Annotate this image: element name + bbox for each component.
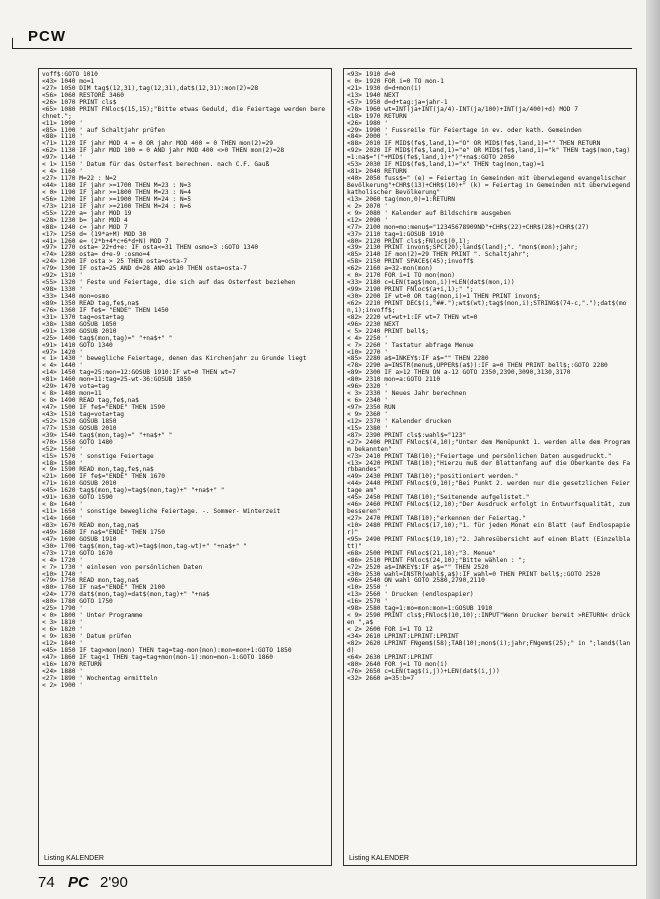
code-line: <12> 1840 ' bbox=[42, 639, 83, 647]
code-line: <27> 2400 PRINT FNloc$(4,10);"Unter dem Menüpunkt 1. werden alle dem Programm bekannten" bbox=[347, 438, 631, 453]
code-line: <10> 2480 PRINT FNloc$(17,10);"1. für jeden Monat ein Blatt (auf Endlospapier)" bbox=[347, 521, 631, 536]
code-line: <30> 2200 IF wt=0 OR tag(mon,i)=1 THEN PRINT invon$; bbox=[347, 293, 541, 300]
code-line: <91> 1390 GOSUB 2010 bbox=[42, 327, 117, 335]
code-line: <97> 2350 RUN bbox=[347, 404, 396, 411]
code-line: <80> 2120 PRINT cls$;FNloc$(0,1); bbox=[347, 237, 470, 245]
code-line: <88> 1110 ' bbox=[42, 133, 83, 141]
code-line: <96> 2230 NEXT bbox=[347, 320, 400, 328]
page-footer bbox=[38, 874, 238, 894]
section-title: PCW bbox=[28, 28, 66, 45]
code-line: <58> 2150 PRINT SPACE$(45);invoff$ bbox=[347, 258, 474, 266]
code-line: <44> 1180 IF jahr >=1700 THEN M=23 : N=3 bbox=[42, 182, 192, 189]
code-line: <18> 1580 ' bbox=[42, 459, 83, 467]
listing-panel-left bbox=[38, 68, 332, 866]
code-line: <13> 2560 ' Drucken (endlospapier) bbox=[347, 591, 474, 599]
code-line: <18> 1970 RETURN bbox=[347, 112, 407, 120]
code-line: <62> 2160 a=32-mon(mon) bbox=[347, 265, 433, 273]
code-line: <52> 1560 ' bbox=[42, 445, 83, 453]
code-line: <45> 2450 PRINT TAB(10);"Seitenende aufgelistet." bbox=[347, 494, 530, 502]
code-line: <45> 1620 tag$(mon,tag)=tag$(mon,tag)+" "+na$+" " bbox=[42, 487, 225, 495]
listing-caption-right: Listing KALENDER bbox=[349, 855, 409, 862]
code-line: <24> 1290 IF osta > 25 THEN osta=osta-7 bbox=[42, 258, 188, 266]
code-line: <91> 1410 GOTO 1340 bbox=[42, 341, 113, 349]
code-line: < 9> 1590 READ mon,tag,fe$,na$ bbox=[42, 466, 154, 474]
page-header bbox=[0, 0, 660, 52]
header-rule-corner bbox=[12, 38, 13, 48]
code-line: < 0> 1920 FOR i=0 TO mon-1 bbox=[347, 77, 444, 85]
code-line: <72> 2520 a$=INKEY$:IF a$="" THEN 2520 bbox=[347, 563, 489, 571]
code-line: <86> 2510 PRINT FNloc$(24,10);"Bitte wählen : "; bbox=[347, 556, 526, 564]
code-line: <84> 2000 ' bbox=[347, 133, 388, 141]
code-line: <91> 1630 GOTO 1590 bbox=[42, 494, 113, 502]
code-line: <81> 2040 RETURN bbox=[347, 168, 407, 176]
code-line: < 4> 1720 ' bbox=[42, 556, 83, 564]
code-line: <88> 1240 c= jahr MOD 7 bbox=[42, 223, 128, 231]
code-line: <89> 2300 IF a>12 THEN ON a-12 GOTO 2350,2390,3090,3130,3170 bbox=[347, 369, 571, 377]
code-line: <55> 1220 a= jahr MOD 19 bbox=[42, 209, 132, 217]
code-line: <81> 1460 mon=11:tag=25-wt-36:GOSUB 1850 bbox=[42, 376, 192, 384]
code-line: <62> 1130 IF jahr MOD 100 = 0 AND jahr MOD 400 <>0 THEN mon(2)=28 bbox=[42, 147, 285, 155]
page-number: 74 bbox=[38, 874, 55, 891]
code-line: <40> 2050 fuss$=" (e) = Feiertag in Gemeinden mit überwiegend evangelischer Bevölkerung"+CHR$(13)+CHR$(10)+" (k) = Feiertag in Gemeinden mit überwiegend katholischer Bevölkerung" bbox=[347, 175, 634, 196]
code-line: <45> 1850 IF tag>mon(mon) THEN tag=tag-mon(mon):mon=mon+1:GOTO 1850 bbox=[42, 646, 292, 654]
magazine-logo: PC bbox=[68, 874, 89, 891]
code-line: <10> 1740 ' bbox=[42, 570, 83, 578]
code-line: <47> 1500 IF fe$="ENDE" THEN 1590 bbox=[42, 404, 165, 411]
code-line: < 3> 1810 ' bbox=[42, 619, 83, 627]
code-line: <38> 1380 GOSUB 1850 bbox=[42, 320, 117, 328]
code-line: <44> 2440 PRINT FNloc$(9,10);"Bei Punkt 2. werden nur die gesetzlichen Feiertage am" bbox=[347, 480, 631, 495]
issue-label: 2'90 bbox=[100, 874, 128, 891]
code-line: <15> 2380 ' bbox=[347, 424, 388, 432]
code-line: <39> 2130 PRINT invon$;SPC(20);land$(land);". "mon$(mon);jahr; bbox=[347, 244, 578, 252]
code-line: <25> 1790 ' bbox=[42, 605, 83, 613]
code-line: <76> 1360 IF fe$= "ENDE" THEN 1450 bbox=[42, 306, 169, 314]
code-line: <33> 1340 mon=osmo bbox=[42, 293, 110, 300]
code-line: <76> 2650 c=LEN(tag$(i,j))+LEN(dat$(i,j)) bbox=[347, 667, 500, 675]
code-line: <70> 1550 GOTO 1480 bbox=[42, 438, 113, 446]
code-line: <80> 1760 IF na$="ENDE" THEN 2100 bbox=[42, 584, 165, 592]
code-line: <98> 2580 tag=1:mo=mon:mon=1:GOSUB 1910 bbox=[347, 605, 493, 613]
code-line: < 1> 1430 ' bewegliche Feiertage, denen das Kirchenjahr zu Grunde liegt bbox=[42, 355, 307, 363]
code-line: <47> 1860 IF tag<1 THEN tag=tag+mon(mon-1):mon=mon-1:GOTO 1860 bbox=[42, 653, 273, 661]
code-line: <29> 1990 ' Fussreile für Feiertage in ev. oder kath. Gemeinden bbox=[347, 126, 582, 134]
code-line: <79> 1750 READ mon,tag,na$ bbox=[42, 577, 139, 585]
code-line: < 5> 2240 PRINT bell$; bbox=[347, 327, 429, 335]
code-line: <80> 2310 mon=a:GOTO 2110 bbox=[347, 376, 441, 384]
code-line: <31> 1370 tag=osta+tag bbox=[42, 313, 124, 321]
code-line: <27> 1170 M=22 : N=2 bbox=[42, 175, 117, 183]
code-line: < 8> 1490 READ tag,fe$,na$ bbox=[42, 397, 139, 405]
code-line: < 9> 2590 PRINT cls$;FNloc$(10,10);:INPUT"Wenn Drucker bereit >RETURN< drücken ",a$ bbox=[347, 612, 631, 627]
code-line: <27> 2470 PRINT TAB(10);"erkennen der Feiertag." bbox=[347, 515, 526, 522]
code-line: < 7> 1730 ' einlesen von persönlichen Daten bbox=[42, 563, 203, 571]
code-line: <85> 2140 IF mon(2)=29 THEN PRINT ". Schaltjahr"; bbox=[347, 251, 530, 259]
code-line: <92> 1310 ' bbox=[42, 272, 83, 280]
code-line: voff$:GOTO 1010 bbox=[42, 71, 98, 78]
code-line: <28> 1230 b= jahr MOD 4 bbox=[42, 216, 128, 224]
listing-caption-left: Listing KALENDER bbox=[44, 855, 104, 862]
code-line: <27> 1890 ' Wochentag ermitteln bbox=[42, 674, 158, 682]
code-line: < 0> 1190 IF jahr >=1800 THEN M=23 : N=4 bbox=[42, 188, 192, 196]
code-line: < 7> 2260 ' Tastatur abfrage Menue bbox=[347, 341, 474, 349]
code-line: <96> 2540 ON wahl GOTO 2580,2790,2110 bbox=[347, 577, 485, 585]
code-line: <12> 2090 ' bbox=[347, 216, 388, 224]
code-line: <47> 1690 GOSUB 1910 bbox=[42, 535, 117, 543]
code-line: <89> 1350 READ tag,fe$,na$ bbox=[42, 299, 139, 307]
code-line: <95> 2490 PRINT FNloc$(19,10);"2. Jahresübersicht auf einem Blatt (Einzelblatt)" bbox=[347, 535, 631, 550]
code-line: <34> 2610 LPRINT:LPRINT:LPRINT bbox=[347, 632, 459, 640]
code-line: <77> 2100 mon=mo:menu$="12345678909ND"+CHR$(22)+CHR$(28)+CHR$(27) bbox=[347, 223, 590, 231]
code-line: <78> 1960 wt=INT(ja+INT(ja/4)-INT(ja/100)+INT(ja/400)+d) MOD 7 bbox=[347, 105, 578, 113]
code-line: <30> 1700 tag$(mon,tag-wt)=tag$(mon,tag-wt)+" "+na$+" " bbox=[42, 542, 247, 550]
code-line: < 9> 2080 ' Kalender auf Bildschirm ausgeben bbox=[347, 209, 511, 217]
code-line: <55> 1320 ' Feste und Feiertage, die sich auf das Osterfest beziehen bbox=[42, 279, 296, 287]
code-line: < 8> 1640 ' bbox=[42, 501, 83, 509]
code-listing-left bbox=[42, 72, 328, 832]
code-line: <27> 1050 DIM tag$(12,31),tag(12,31),dat$(12,31):mon(2)=28 bbox=[42, 84, 259, 92]
code-line: <73> 2410 PRINT TAB(10);"Feiertage und persönlichen Daten ausgedruckt." bbox=[347, 452, 612, 460]
code-line: <83> 1670 READ mon,tag,na$ bbox=[42, 521, 139, 529]
code-line: <37> 2110 tag=1:GOSUB 1910 bbox=[347, 230, 444, 238]
code-line: <21> 1930 d=d+mon(i) bbox=[347, 84, 422, 92]
code-line: < 0> 2170 FOR i=1 TO mon(mon) bbox=[347, 272, 456, 280]
code-line: < 1> 1150 ' Datum für das Osterfest berechnen. nach C.F. Gauß bbox=[42, 161, 270, 169]
code-line: <10> 2270 ' bbox=[347, 348, 388, 356]
code-line: < 0> 1800 ' Unter Programme bbox=[42, 612, 143, 620]
code-line: <43> 1040 mo=1 bbox=[42, 77, 95, 85]
code-line: <32> 2660 a=35:b=7 bbox=[347, 674, 415, 682]
header-rule bbox=[12, 48, 632, 49]
code-line: <14> 1660 ' bbox=[42, 515, 83, 522]
code-line: <64> 2630 LPRINT:LPRINT bbox=[347, 653, 433, 661]
code-line: <88> 2010 IF MID$(fe$,land,1)="O" OR MID$(fe$,land,1)="" THEN RETURN bbox=[347, 140, 601, 148]
page-binding-edge bbox=[646, 0, 660, 899]
listing-panel-right bbox=[343, 68, 637, 866]
code-line: <74> 1280 osta= d+e-9 :osmo=4 bbox=[42, 251, 151, 259]
code-line: < 8> 1480 mon=11 bbox=[42, 390, 102, 398]
code-line: <79> 1300 IF osta=25 AND d=28 AND a>10 THEN osta=osta-7 bbox=[42, 265, 247, 273]
code-line: <96> 2320 ' bbox=[347, 383, 388, 391]
code-line: <41> 1260 e= (2*b+4*c+6*d+N) MOD 7 bbox=[42, 237, 169, 245]
code-line: < 3> 2330 ' Neues Jahr berechnen bbox=[347, 390, 467, 398]
code-line: <43> 1510 tag=vota+tag bbox=[42, 410, 124, 418]
code-line: <71> 1120 IF jahr MOD 4 = 0 OR jahr MOD 400 = 0 THEN mon(2)=29 bbox=[42, 140, 273, 148]
code-line: <82> 2620 LPRINT FNgem$(58);TAB(10);mon$(i);jahr;FNgem$(25);" in ";land$(land) bbox=[347, 639, 631, 654]
code-line: <97> 1270 osta= 22+d+e: IF osta<=31 THEN osmo=3 :GOTO 1340 bbox=[42, 244, 259, 252]
code-line: < 9> 2360 ' bbox=[347, 410, 388, 418]
code-line: <71> 1610 GOSUB 2010 bbox=[42, 480, 117, 488]
code-line: < 2> 2070 ' bbox=[347, 202, 388, 210]
code-line: <30> 2530 wahl=INSTR(wahl$,a$):IF wahl=0 THEN PRINT bell$;:GOTO 2520 bbox=[347, 570, 601, 578]
code-line: <25> 1400 tag$(mon,tag)=" "+na$+" " bbox=[42, 334, 173, 342]
code-line: <87> 2390 PRINT cls$:wahl$="123" bbox=[347, 431, 467, 439]
code-line: <62> 2210 PRINT DEC$(i,"##.");wt$(wt);tag$(mon,i);STRING$(74-c,".");dat$(mon,i);invoff$; bbox=[347, 299, 627, 314]
code-line: <14> 1450 tag=25:mon=12:GOSUB 1910:IF wt=0 THEN wt=7 bbox=[42, 369, 236, 377]
code-line: < 9> 1830 ' Datum prüfen bbox=[42, 632, 132, 640]
code-line: <78> 2290 a=INSTR(menu$,UPPER$(a$)):IF a=0 THEN PRINT bell$;:GOTO 2280 bbox=[347, 362, 608, 370]
code-line: <26> 1070 PRINT cls$ bbox=[42, 98, 117, 106]
code-listing-right bbox=[347, 72, 633, 832]
code-line: <16> 1870 RETURN bbox=[42, 660, 102, 668]
code-line: < 4> 1440 ' bbox=[42, 362, 83, 370]
code-line: <26> 1980 ' bbox=[347, 119, 388, 127]
code-line: < 6> 2340 ' bbox=[347, 397, 388, 405]
code-line: < 6> 1820 ' bbox=[42, 626, 83, 633]
code-line: <80> 1780 GOTO 1750 bbox=[42, 598, 113, 606]
code-line: <13> 1940 NEXT bbox=[347, 91, 400, 99]
code-line: <82> 2220 wt=wt+1:IF wt=7 THEN wt=0 bbox=[347, 313, 478, 321]
code-line: <85> 1100 ' auf Schaltjahr prüfen bbox=[42, 126, 165, 134]
code-line: <13> 2420 PRINT TAB(10);"Hierzu muß der Blattanfang auf die Oberkante des Farbbandes" bbox=[347, 459, 631, 474]
code-line: <15> 1570 ' sonstige Feiertage bbox=[42, 452, 154, 460]
code-line: <77> 1530 GOSUB 2010 bbox=[42, 424, 117, 432]
code-line: <68> 2500 PRINT FNloc$(21,10);"3. Menue" bbox=[347, 549, 497, 557]
code-line: <33> 2180 c=LEN(tag$(mon,i))+LEN(dat$(mon,i)) bbox=[347, 279, 515, 287]
code-line: < 4> 2250 ' bbox=[347, 334, 388, 342]
code-line: <73> 1210 IF jahr >=2100 THEN M=24 : N=6 bbox=[42, 202, 192, 210]
code-line: <92> 2020 IF MID$(fe$,land,1)="e" OR MID$(fe$,land,1)="k" THEN tag$(mon,tag)=1:na$="("+MID$(fe$,land,1)+")"+na$:GOTO 2050 bbox=[347, 147, 631, 162]
code-line: <29> 1470 vota=tag bbox=[42, 383, 110, 391]
code-line: <93> 1910 d=0 bbox=[347, 71, 396, 78]
code-line: <57> 1950 d=d+tag:ja=jahr-1 bbox=[347, 98, 448, 106]
code-line: <17> 1250 d= (19*a+M) MOD 30 bbox=[42, 230, 147, 238]
code-line: <97> 1140 ' bbox=[42, 154, 83, 162]
code-line: <49> 1680 IF na$="ENDE" THEN 1750 bbox=[42, 528, 165, 536]
code-line: <13> 2060 tag(mon,0)=1:RETURN bbox=[347, 195, 456, 203]
code-line: < 4> 1160 ' bbox=[42, 168, 83, 176]
code-line: <11> 1650 ' sonstige bewegliche Feiertage. -. Sommer- Winterzeit bbox=[42, 508, 281, 516]
code-line: <56> 1200 IF jahr >=1900 THEN M=24 : N=5 bbox=[42, 195, 192, 203]
code-line: <24> 1880 ' bbox=[42, 667, 83, 675]
code-line: < 2> 1900 ' bbox=[42, 681, 83, 689]
code-line: <52> 1520 GOSUB 1850 bbox=[42, 417, 117, 425]
code-line: <80> 2640 FOR j=1 TO mon(i) bbox=[347, 660, 448, 668]
code-line: <65> 1080 PRINT FNloc$(15,15);"Bitte etwas Geduld, die Feiertage werden berechnet."; bbox=[42, 105, 326, 120]
code-line: <99> 2190 PRINT FNloc$(a+i,1);" "; bbox=[347, 286, 474, 294]
code-line: <97> 1420 ' bbox=[42, 348, 83, 356]
code-line: <39> 1540 tag$(mon,tag)=" "+na$+" " bbox=[42, 431, 173, 439]
code-line: <73> 1710 GOTO 1670 bbox=[42, 549, 113, 557]
code-line: <85> 2280 a$=INKEY$:IF a$="" THEN 2280 bbox=[347, 355, 489, 363]
code-line: <56> 1060 RESTORE 3460 bbox=[42, 91, 124, 99]
code-line: <53> 2030 IF MID$(fe$,land,1)="x" THEN tag(mon,tag)=1 bbox=[347, 161, 545, 169]
code-line: <24> 1770 dat$(mon,tag)=dat$(mon,tag)+" "+na$ bbox=[42, 591, 210, 599]
code-line: <10> 2550 ' bbox=[347, 584, 388, 592]
code-line: <46> 2460 PRINT FNloc$(12,10);"Der Ausdruck erfolgt in Entwurfsqualität, zum besseren" bbox=[347, 501, 634, 516]
code-line: <21> 1600 IF fe$="ENDE" THEN 1670 bbox=[42, 473, 165, 481]
code-line: <98> 1330 ' bbox=[42, 286, 83, 294]
code-line: <49> 2430 PRINT TAB(10);"positioniert werden." bbox=[347, 473, 519, 481]
code-line: <11> 1090 ' bbox=[42, 119, 83, 127]
code-line: <16> 2570 ' bbox=[347, 598, 388, 606]
code-line: <12> 2370 ' Kalender drucken bbox=[347, 417, 452, 425]
code-line: < 2> 2600 FOR i=1 TO 12 bbox=[347, 626, 433, 633]
